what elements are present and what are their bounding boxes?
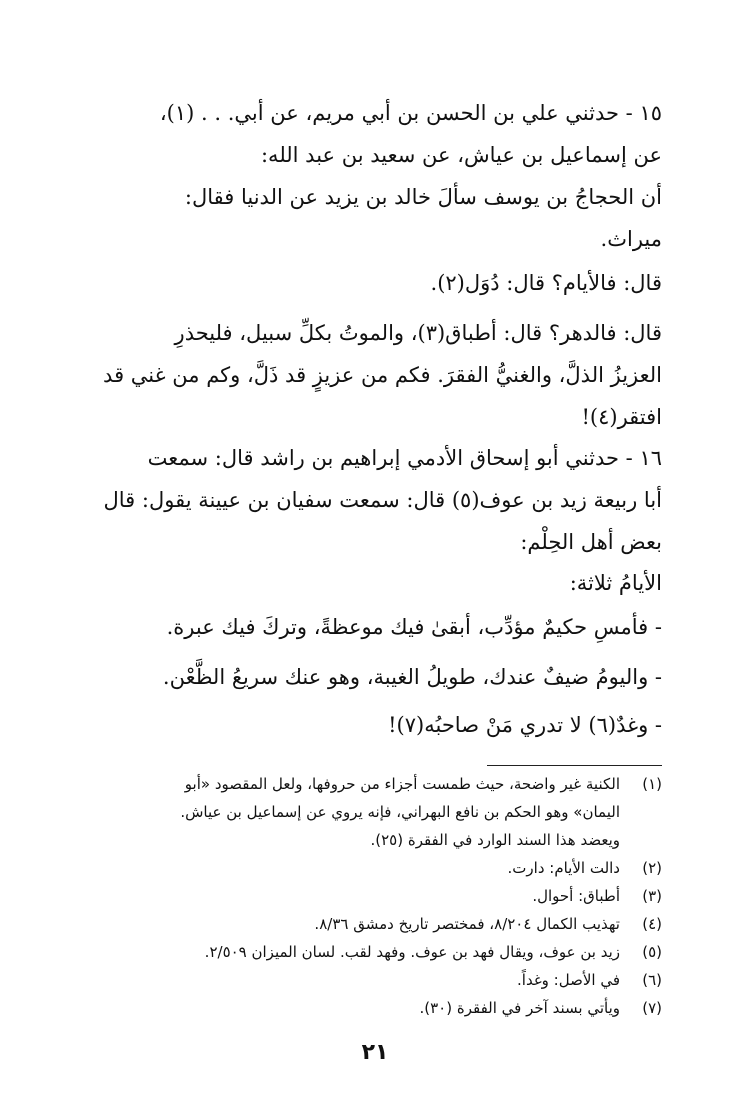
paragraph [88, 562, 662, 604]
text-line: ١٦ - حدثني أبو إسحاق الأدمي إبراهيم بن راشد قال: سمعت [147, 446, 662, 470]
footnote-line: اليمان» وهو الحكم بن نافع البهراني، فإنه يروي عن إسماعيل بن عياش. [180, 803, 620, 821]
text-line: عن إسماعيل بن عياش، عن سعيد بن عبد الله: [260, 143, 662, 167]
paragraph [88, 92, 662, 176]
paragraph [88, 262, 662, 304]
text-line: - وغدٌ(٦) لا تدري مَنْ صاحبُه(٧)! [388, 713, 662, 737]
footnote [88, 966, 662, 994]
footnote-number: (٤) [642, 915, 662, 933]
footnote-line: دالت الأيام: دارت. [507, 859, 620, 877]
footnote-text [88, 854, 620, 882]
text-line: بعض أهل الحِلْم: [520, 530, 662, 554]
footnote [88, 994, 662, 1022]
footnote-separator [487, 765, 662, 766]
text-line: قال: فالدهر؟ قال: أطباق(٣)، والموتُ بكلِّ سبيل، فليحذرِ [174, 321, 662, 345]
footnotes [88, 770, 662, 1022]
footnote-line: ويعضد هذا السند الوارد في الفقرة (٢٥). [370, 831, 620, 849]
footnote-line: زيد بن عوف، ويقال فهد بن عوف. وفهد لقب. لسان الميزان ٢/٥٠٩. [204, 943, 620, 961]
text-line: أن الحجاجُ بن يوسف سألَ خالد بن يزيد عن الدنيا فقال: [184, 185, 662, 209]
footnote-line: ويأتي بسند آخر في الفقرة (٣٠). [419, 999, 620, 1017]
footnote-text [88, 882, 620, 910]
footnote-number: (٢) [642, 859, 662, 877]
footnote-text [88, 938, 620, 966]
footnote-number: (٧) [642, 999, 662, 1017]
footnote [88, 882, 662, 910]
footnote [88, 938, 662, 966]
text-line: ١٥ - حدثني علي بن الحسن بن أبي مريم، عن أبي. . . (١)، [159, 101, 662, 125]
paragraph [88, 656, 662, 698]
footnote-number: (٣) [642, 887, 662, 905]
text-line: الأيامُ ثلاثة: [569, 571, 662, 595]
footnote-text [88, 994, 620, 1022]
text-line: - واليومُ ضيفٌ عندك، طويلُ الغيبة، وهو عنك سريعُ الظَّعْن. [162, 665, 662, 689]
paragraph [88, 176, 662, 260]
text-line: أبا ربيعة زيد بن عوف(٥) قال: سمعت سفيان بن عيينة يقول: قال [103, 488, 662, 512]
footnote [88, 854, 662, 882]
text-line: قال: فالأيام؟ قال: دُوَل(٢). [430, 271, 662, 295]
footnote [88, 770, 662, 854]
footnote-text [88, 966, 620, 994]
footnote-line: في الأصل: وغداً. [517, 971, 620, 989]
paragraph [88, 606, 662, 648]
paragraph [88, 437, 662, 563]
text-line: افتقر(٤)! [581, 405, 662, 429]
footnote-line: تهذيب الكمال ٨/٢٠٤، فمختصر تاريخ دمشق ٨/٣٦. [314, 915, 620, 933]
paragraph [88, 704, 662, 746]
text-line: - فأمسِ حكيمٌ مؤدِّب، أبقىٰ فيك موعظةً، وتركَ فيك عبرة. [166, 615, 662, 639]
text-line: العزيزُ الذلَّ، والغنيُّ الفقرَ. فكم من عزيزٍ قد ذَلَّ، وكم من غني قد [103, 363, 662, 387]
footnote-line: أطباق: أحوال. [532, 887, 620, 905]
paragraph [88, 312, 662, 438]
text-line: ميراث. [600, 227, 662, 251]
footnote-text [88, 770, 620, 854]
footnote-line: الكنية غير واضحة، حيث طمست أجزاء من حروفها، ولعل المقصود «أبو [184, 775, 620, 793]
footnote-number: (١) [642, 775, 662, 793]
page-number: ٢١ [361, 1040, 389, 1065]
footnote-number: (٥) [642, 943, 662, 961]
footnote-text [88, 910, 620, 938]
footnote-number: (٦) [642, 971, 662, 989]
footnote [88, 910, 662, 938]
